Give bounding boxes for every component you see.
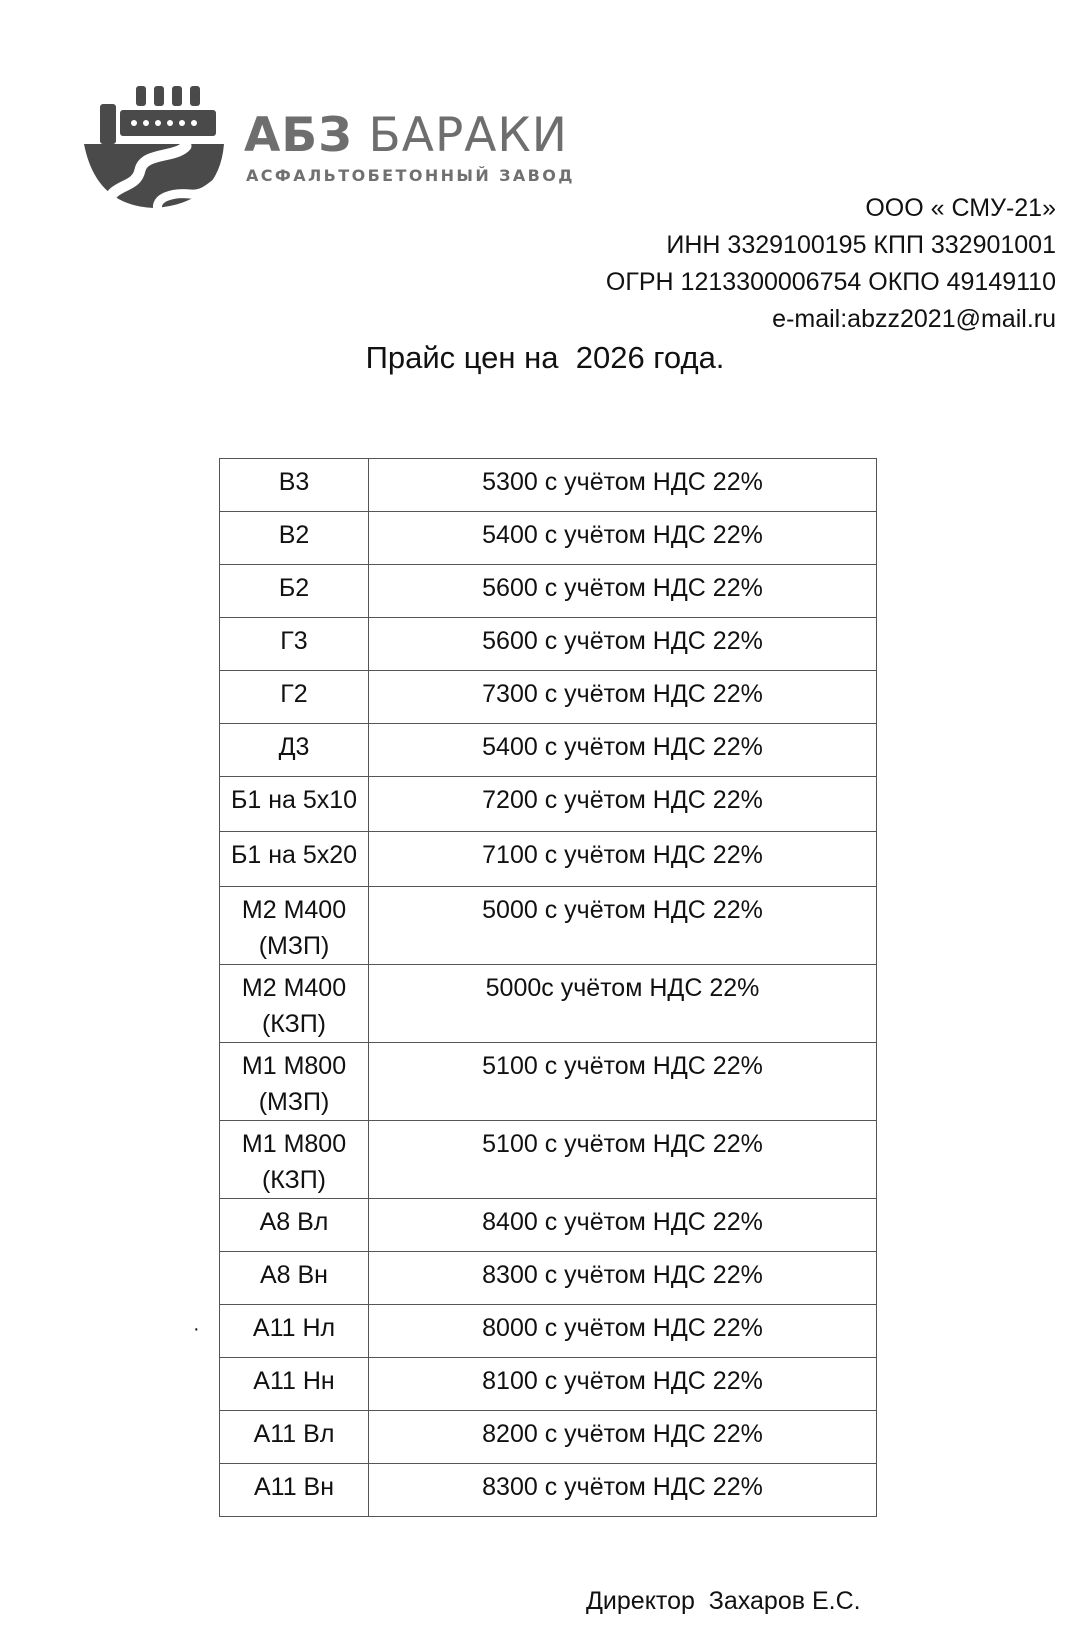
table-row — [220, 1464, 877, 1517]
price-cell: 5600 с учётом НДС 22% — [369, 565, 877, 618]
grade-cell: В2 — [220, 512, 369, 565]
page-title: Прайс цен на 2026 года. — [365, 340, 725, 375]
table-row — [220, 1252, 877, 1305]
table-row — [220, 1199, 877, 1252]
price-cell: 8000 с учётом НДС 22% — [369, 1305, 877, 1358]
price-cell: 8400 с учётом НДС 22% — [369, 1199, 877, 1252]
table-row — [220, 724, 877, 777]
table-row — [220, 459, 877, 512]
grade-cell: В3 — [220, 459, 369, 512]
price-cell: 5600 с учётом НДС 22% — [369, 618, 877, 671]
table-row — [220, 1411, 877, 1464]
company-details — [606, 190, 1056, 338]
price-cell: 8300 с учётом НДС 22% — [369, 1252, 877, 1305]
logo-subtitle: АСФАЛЬТОБЕТОННЫЙ ЗАВОД — [246, 166, 575, 185]
price-cell: 5100 с учётом НДС 22% — [369, 1121, 877, 1199]
grade-cell: М2 М400 (МЗП) — [220, 887, 369, 965]
price-cell: 7100 с учётом НДС 22% — [369, 832, 877, 887]
table-row — [220, 512, 877, 565]
price-cell: 8300 с учётом НДС 22% — [369, 1464, 877, 1517]
price-cell: 5400 с учётом НДС 22% — [369, 724, 877, 777]
grade-cell: А8 Вл — [220, 1199, 369, 1252]
grade-cell: Д3 — [220, 724, 369, 777]
table-row — [220, 1358, 877, 1411]
table-row — [220, 965, 877, 1043]
table-row — [220, 565, 877, 618]
director-signature: Директор Захаров Е.С. — [586, 1587, 861, 1615]
price-table — [219, 458, 877, 1517]
company-ogrn-okpo: ОГРН 1213300006754 ОКПО 49149110 — [605, 268, 1056, 296]
table-row — [220, 777, 877, 832]
company-logo — [84, 86, 575, 216]
grade-cell: А11 Вн — [220, 1464, 369, 1517]
grade-cell: М1 М800 (КЗП) — [220, 1121, 369, 1199]
price-cell: 5400 с учётом НДС 22% — [369, 512, 877, 565]
factory-chimney-road-icon — [84, 86, 234, 216]
table-row — [220, 887, 877, 965]
price-cell: 5300 с учётом НДС 22% — [369, 459, 877, 512]
table-row — [220, 671, 877, 724]
grade-cell: М2 М400 (КЗП) — [220, 965, 369, 1043]
price-cell: 8200 с учётом НДС 22% — [369, 1411, 877, 1464]
table-row — [220, 1043, 877, 1121]
stray-mark: · — [193, 1318, 200, 1340]
company-name: ООО « СМУ-21» — [865, 194, 1056, 222]
price-cell: 5000 с учётом НДС 22% — [369, 887, 877, 965]
grade-cell: Б1 на 5х20 — [220, 832, 369, 887]
table-row — [220, 832, 877, 887]
price-cell: 7300 с учётом НДС 22% — [369, 671, 877, 724]
grade-cell: А11 Нл — [220, 1305, 369, 1358]
price-cell: 5000с учётом НДС 22% — [369, 965, 877, 1043]
grade-cell: А11 Вл — [220, 1411, 369, 1464]
price-cell: 5100 с учётом НДС 22% — [369, 1043, 877, 1121]
grade-cell: А8 Вн — [220, 1252, 369, 1305]
grade-cell: А11 Нн — [220, 1358, 369, 1411]
price-cell: 8100 с учётом НДС 22% — [369, 1358, 877, 1411]
company-email: e-mail:abzz2021@mail.ru — [772, 305, 1056, 333]
grade-cell: Г2 — [220, 671, 369, 724]
table-row — [220, 618, 877, 671]
company-inn-kpp: ИНН 3329100195 КПП 332901001 — [666, 231, 1056, 259]
grade-cell: Б1 на 5х10 — [220, 777, 369, 832]
grade-cell: Б2 — [220, 565, 369, 618]
price-cell: 7200 с учётом НДС 22% — [369, 777, 877, 832]
table-row — [220, 1121, 877, 1199]
grade-cell: Г3 — [220, 618, 369, 671]
grade-cell: М1 М800 (МЗП) — [220, 1043, 369, 1121]
logo-title: АБЗ БАРАКИ — [244, 108, 568, 163]
table-row — [220, 1305, 877, 1358]
